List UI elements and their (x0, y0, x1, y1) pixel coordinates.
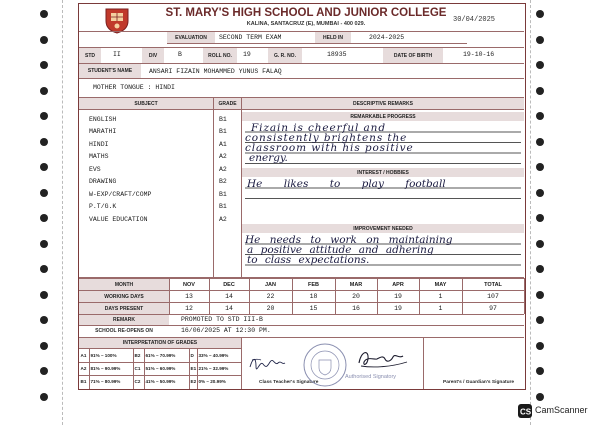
working-days-label: WORKING DAYS (79, 291, 169, 302)
month-cell: DEC (223, 282, 235, 288)
remarks-header: DESCRIPTIVE REMARKS (242, 98, 524, 109)
month-cell: MAR (349, 282, 363, 288)
sprocket-hole (40, 240, 48, 248)
subject-name: MATHS (89, 153, 109, 160)
grade-range: 71% – 80.99% (90, 379, 121, 384)
grade-code: C2 (134, 379, 141, 384)
month-cell: FEB (308, 282, 319, 288)
gr-label: G. R. NO. (268, 48, 302, 63)
held-in-label: HELD IN (315, 32, 351, 43)
roll-label: ROLL NO. (203, 48, 237, 63)
sprocket-hole (536, 291, 544, 299)
days-present-cell: 20 (266, 305, 275, 312)
held-in-value: 2024-2025 (369, 34, 405, 41)
sprocket-hole (40, 112, 48, 120)
div-label: DIV (142, 48, 164, 63)
days-present-cell: 16 (352, 305, 360, 312)
sprocket-hole (536, 112, 544, 120)
grade-range: 21% – 32.99% (198, 366, 229, 371)
sprocket-hole (536, 87, 544, 95)
days-present-cell: 15 (309, 305, 318, 312)
grade-range: 51% – 60.99% (145, 366, 176, 371)
parent-signature-label: Parent's / Guardian's Signature (443, 380, 515, 385)
teacher-signature-label: Class Teacher's Signature (259, 380, 319, 385)
days-present-cell: 1 (438, 305, 443, 312)
evaluation-value: SECOND TERM EXAM (219, 34, 282, 41)
roll-value: 19 (243, 51, 251, 58)
principal-signature (355, 347, 411, 371)
improvement-remark (245, 234, 521, 268)
grade-code: E1 (190, 366, 197, 371)
camscanner-logo-icon (518, 404, 532, 418)
improvement-header: IMPROVEMENT NEEDED (242, 224, 524, 233)
sprocket-hole (40, 214, 48, 222)
sprocket-hole (40, 189, 48, 197)
std-value: II (113, 51, 121, 58)
gr-value: 18935 (327, 51, 347, 58)
student-name-value: ANSARI FIZAIN MOHAMMED YUNUS FALAQ (149, 68, 282, 75)
school-seal-icon (301, 342, 349, 388)
grade-code: B2 (134, 353, 141, 358)
days-present-label: DAYS PRESENT (79, 303, 169, 314)
progress-line: classroom with his positive (245, 142, 414, 154)
principal-signature-label: Authorised Signatory (345, 374, 397, 380)
progress-remark (245, 122, 521, 164)
grade-code: B1 (80, 379, 87, 384)
evaluation-label: EVALUATION (167, 32, 215, 43)
subject-name: W-EXP/CRAFT/COMP (89, 191, 152, 198)
teacher-signature (247, 354, 287, 372)
sprocket-hole (40, 36, 48, 44)
grade-range: 81% – 90.99% (90, 366, 121, 371)
grade-code: A1 (80, 353, 87, 358)
school-address: KALINA, SANTACRUZ (E), MUMBAI - 400 029. (246, 21, 366, 27)
subject-header: SUBJECT (79, 98, 213, 109)
working-days-cell: 14 (225, 293, 233, 300)
progress-header: REMARKABLE PROGRESS (242, 112, 524, 121)
sprocket-hole (40, 10, 48, 18)
month-cell: APR (392, 282, 404, 288)
sprocket-hole (40, 265, 48, 273)
working-days-cell: 20 (352, 293, 360, 300)
month-cell: TOTAL (484, 282, 502, 288)
sprocket-hole (40, 138, 48, 146)
sprocket-hole (40, 61, 48, 69)
sprocket-hole (40, 316, 48, 324)
progress-line: Fizain is cheerful and (251, 122, 386, 134)
sprocket-hole (536, 36, 544, 44)
interest-header: INTEREST / HOBBIES (242, 168, 524, 177)
working-days-cell: 22 (266, 293, 275, 300)
subject-grade: A1 (219, 141, 227, 148)
working-days-cell: 19 (394, 293, 402, 300)
subject-name: MARATHI (89, 128, 117, 135)
perforation-right (530, 0, 531, 425)
interest-remark (245, 178, 521, 199)
days-present-cell: 19 (394, 305, 402, 312)
sprocket-hole (536, 61, 544, 69)
subject-name: EVS (89, 166, 101, 173)
subject-grade: B1 (219, 203, 227, 210)
days-present-cell: 12 (185, 305, 193, 312)
sprocket-hole (536, 367, 544, 375)
remark-value: PROMOTED TO STD III-B (181, 316, 263, 323)
perforation-left (62, 0, 63, 425)
grade-range: 0% – 20.99% (198, 379, 226, 384)
subject-grade: B1 (219, 116, 227, 123)
improvement-line: He needs to work on maintaining (245, 234, 453, 246)
student-name-label: STUDENT'S NAME (79, 64, 141, 78)
interest-line: He likes to play football (247, 178, 446, 190)
month-label: MONTH (79, 279, 169, 290)
document-date: 30/04/2025 (453, 16, 496, 24)
sprocket-hole (40, 291, 48, 299)
improvement-line: a positive attitude and adhering (247, 244, 434, 256)
remark-label: REMARK (79, 314, 169, 325)
grade-code: A2 (80, 366, 87, 371)
progress-line: consistently brightens the (245, 132, 408, 144)
sprocket-hole (40, 87, 48, 95)
days-present-cell: 97 (489, 305, 497, 312)
progress-line: energy. (249, 152, 288, 164)
grade-header: GRADE (214, 98, 241, 109)
month-cell: JAN (264, 282, 276, 288)
sprocket-hole (40, 393, 48, 401)
sprocket-hole (40, 342, 48, 350)
dob-label: DATE OF BIRTH (383, 48, 443, 63)
sprocket-hole (536, 342, 544, 350)
sprocket-holes-right (536, 0, 550, 425)
grade-range: 61% – 70.99% (145, 353, 176, 358)
sprocket-hole (536, 10, 544, 18)
sprocket-hole (536, 214, 544, 222)
sprocket-hole (536, 163, 544, 171)
sprocket-hole (40, 367, 48, 375)
sprocket-hole (40, 163, 48, 171)
dob-value: 19-10-16 (463, 51, 495, 58)
subject-name: P.T/G.K (89, 203, 117, 210)
grade-range: 33% – 40.99% (198, 353, 229, 358)
working-days-cell: 18 (309, 293, 318, 300)
grade-code: E2 (190, 379, 197, 384)
school-crest-icon (103, 6, 131, 34)
reopens-label: SCHOOL RE-OPENS ON (95, 328, 153, 334)
subject-grade: A2 (219, 153, 227, 160)
working-days-cell: 1 (438, 293, 443, 300)
subject-name: ENGLISH (89, 116, 117, 123)
std-label: STD (79, 48, 101, 63)
svg-text:CS: CS (520, 407, 532, 417)
sprocket-hole (536, 138, 544, 146)
subject-grade: B1 (219, 191, 227, 198)
subject-name: VALUE EDUCATION (89, 216, 148, 223)
sprocket-holes-left (40, 0, 54, 425)
subject-grade: B1 (219, 128, 227, 135)
report-card (78, 3, 526, 390)
interpretation-header: INTERPRETATION OF GRADES (79, 338, 241, 348)
month-cell: MAY (434, 282, 447, 288)
sprocket-hole (536, 393, 544, 401)
sprocket-hole (536, 240, 544, 248)
grade-code: C1 (134, 366, 141, 371)
school-name: ST. MARY'S HIGH SCHOOL AND JUNIOR COLLEGE (165, 7, 447, 19)
mother-tongue: MOTHER TONGUE : HINDI (93, 84, 175, 91)
subject-grade: A2 (219, 216, 227, 223)
subject-name: DRAWING (89, 178, 117, 185)
days-present-cell: 14 (225, 305, 233, 312)
sprocket-hole (536, 189, 544, 197)
div-value: B (178, 51, 182, 58)
working-days-cell: 107 (487, 293, 499, 300)
camscanner-watermark: CamScanner (535, 405, 588, 415)
sprocket-hole (536, 316, 544, 324)
grade-code: D (190, 353, 194, 358)
improvement-line: to class expectations. (247, 254, 370, 266)
grade-range: 41% – 50.99% (145, 379, 176, 384)
grade-range: 91% – 100% (90, 353, 117, 358)
working-days-cell: 13 (185, 293, 193, 300)
month-cell: NOV (183, 282, 195, 288)
sprocket-hole (536, 265, 544, 273)
subject-grade: A2 (219, 166, 227, 173)
subject-name: HINDI (89, 141, 109, 148)
reopens-value: 16/06/2025 AT 12:30 PM. (181, 327, 271, 334)
subject-grade: B2 (219, 178, 227, 185)
